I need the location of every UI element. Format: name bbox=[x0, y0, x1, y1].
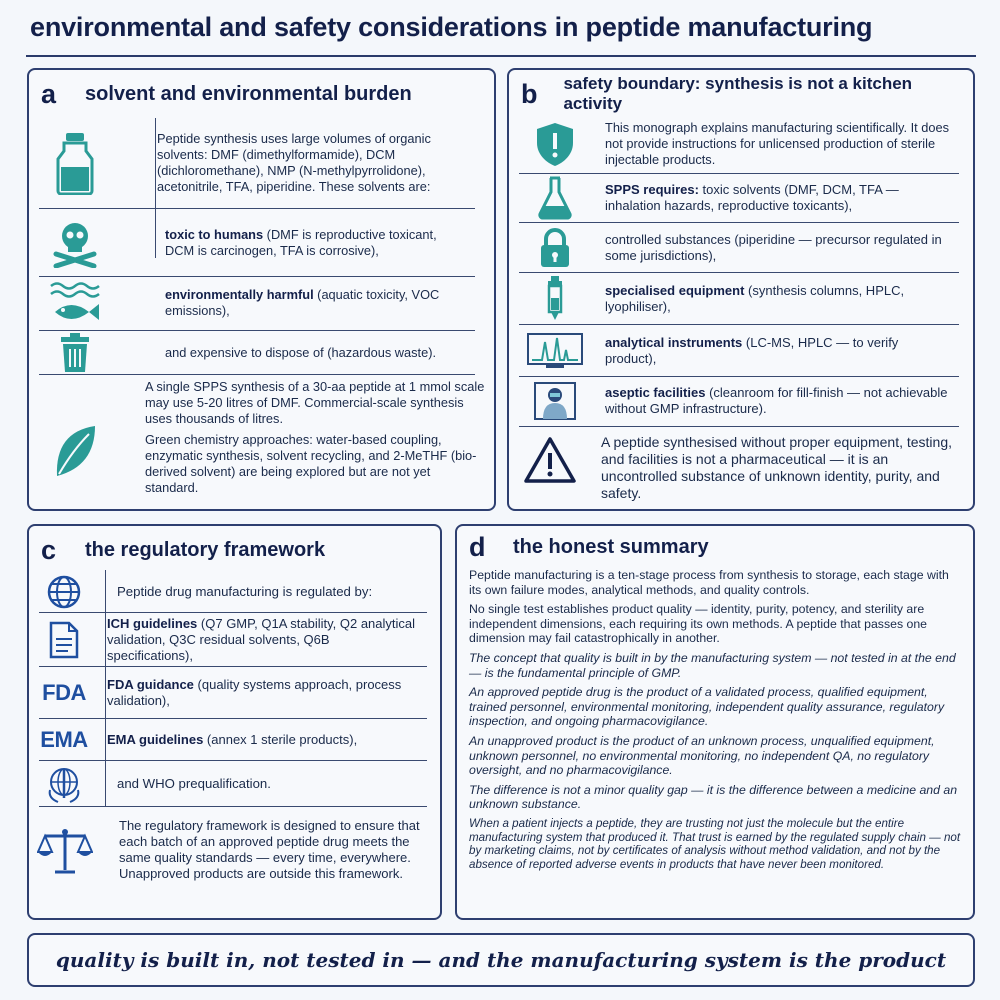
leaf-icon bbox=[51, 422, 101, 485]
document-icon bbox=[29, 621, 99, 659]
warning-text: A peptide synthesised without proper equipment, testing, and facilities is not a pharmaceutical — it is an uncontrolled substance of unknown identity, purity, and safety. bbox=[601, 434, 952, 501]
cleanroom-operator-icon bbox=[509, 381, 601, 421]
ema-logo-text: EMA bbox=[40, 727, 88, 752]
chromatogram-icon bbox=[509, 332, 601, 370]
equipment-bold: specialised equipment bbox=[605, 283, 745, 298]
aseptic-bold: aseptic facilities bbox=[605, 385, 706, 400]
footer-banner bbox=[27, 933, 975, 987]
fda-text: (quality systems approach, process validation), bbox=[107, 677, 402, 708]
analytical-text: (LC-MS, HPLC — to verify product), bbox=[605, 335, 899, 366]
spps-requires-row bbox=[509, 174, 973, 222]
panel-a-title: solvent and environmental burden bbox=[85, 82, 412, 105]
scale-text: A single SPPS synthesis of a 30-aa peptide at 1 mmol scale may use 5-20 litres of DMF. Commercial-scale synthesis uses thousands of litres. bbox=[145, 379, 485, 426]
fish-water-icon bbox=[29, 280, 121, 326]
panel-a-letter: a bbox=[41, 78, 57, 109]
panel-safety-boundary bbox=[507, 68, 975, 511]
monograph-note-row bbox=[509, 116, 973, 172]
regulated-by-text: Peptide drug manufacturing is regulated by: bbox=[117, 584, 373, 599]
toxic-row bbox=[29, 210, 494, 276]
aseptic-text: (cleanroom for fill-finish — not achievable without GMP infrastructure). bbox=[605, 385, 948, 416]
controlled-substances-text: controlled substances (piperidine — precursor regulated in some jurisdictions), bbox=[605, 232, 942, 263]
who-row bbox=[29, 762, 440, 806]
toxic-text: (DMF is reproductive toxicant, DCM is carcinogen, TFA is corrosive), bbox=[165, 227, 437, 258]
ema-row bbox=[29, 720, 440, 760]
environment-text: (aquatic toxicity, VOC emissions), bbox=[165, 287, 440, 318]
disposal-text: and expensive to dispose of (hazardous waste). bbox=[165, 345, 437, 360]
skull-crossbones-icon bbox=[29, 218, 121, 268]
summary-paragraph-3: The concept that quality is built in by the manufacturing system — not tested in at the end — is the fundamental principle of GMP. bbox=[469, 650, 956, 680]
shield-alert-icon bbox=[509, 121, 601, 167]
flask-icon bbox=[509, 176, 601, 220]
analytical-bold: analytical instruments bbox=[605, 335, 743, 350]
trash-bin-icon bbox=[29, 333, 121, 373]
equipment-text: (synthesis columns, HPLC, lyophiliser), bbox=[605, 283, 905, 314]
panel-b-letter: b bbox=[521, 78, 538, 109]
analytical-row bbox=[509, 326, 973, 376]
summary-paragraph-1: Peptide manufacturing is a ten-stage process from synthesis to storage, each stage with its own failure modes, analytical methods, and quality controls. bbox=[469, 568, 949, 597]
bottle-icon bbox=[29, 131, 121, 195]
aseptic-row bbox=[509, 378, 973, 424]
ema-logo bbox=[29, 727, 99, 753]
regulatory-closing-text: The regulatory framework is designed to ensure that each batch of an approved peptide drug meets the same quality standards — every time, everywhere. Unapproved products are outside this framework. bbox=[119, 818, 420, 881]
ema-text: (annex 1 sterile products), bbox=[203, 732, 358, 747]
panel-solvent-burden bbox=[27, 68, 496, 511]
padlock-icon bbox=[509, 227, 601, 269]
panel-b-title: safety boundary: synthesis is not a kitchen activity bbox=[563, 74, 913, 113]
regulated-by-row bbox=[29, 572, 440, 612]
ema-bold: EMA guidelines bbox=[107, 732, 204, 747]
summary-paragraph-7: When a patient injects a peptide, they are trusting not just the molecule but the entire manufacturing system that produced it. That trust is earned by the regulated supply chain — not by marketing claims, not by certificates of analysis without method validation, and not by the absence of reported adverse events in products that have never been monitored. bbox=[469, 816, 961, 871]
who-emblem-icon bbox=[29, 764, 99, 804]
environment-row bbox=[29, 278, 494, 328]
spps-requires-bold: SPPS requires: bbox=[605, 182, 699, 197]
warning-triangle-icon bbox=[523, 436, 583, 489]
summary-paragraph-2: No single test establishes product quality — identity, purity, potency, and sterility are independent dimensions, each requiring its own methods. A peptide that passes one dimension may fail catastrophically in another. bbox=[469, 602, 928, 646]
fda-row bbox=[29, 668, 440, 718]
monograph-note-text: This monograph explains manufacturing scientifically. It does not provide instructions for unlicensed production of sterile injectable products. bbox=[605, 120, 950, 167]
panel-regulatory-framework bbox=[27, 524, 442, 920]
disposal-row bbox=[29, 332, 494, 374]
toxic-bold: toxic to humans bbox=[165, 227, 264, 242]
controlled-substances-row bbox=[509, 224, 973, 272]
who-text: and WHO prequalification. bbox=[117, 776, 271, 791]
panel-c-title: the regulatory framework bbox=[85, 538, 326, 561]
ich-text: (Q7 GMP, Q1A stability, Q2 analytical validation, Q3C residual solvents, Q6B specifications), bbox=[107, 616, 416, 663]
panel-honest-summary bbox=[455, 524, 975, 920]
globe-icon bbox=[29, 574, 99, 610]
equipment-row bbox=[509, 274, 973, 324]
solvent-list-row bbox=[29, 118, 494, 208]
solvent-list-text: Peptide synthesis uses large volumes of organic solvents: DMF (dimethylformamide), DCM (dichloromethane), NMP (N-methylpyrrolidone), acetonitrile, TFA, piperidine. These solvents are: bbox=[157, 131, 431, 194]
ich-bold: ICH guidelines bbox=[107, 616, 198, 631]
page-title: environmental and safety considerations in peptide manufacturing bbox=[30, 12, 873, 42]
footer-text: quality is built in, not tested in — and the manufacturing system is the product bbox=[55, 948, 947, 972]
summary-paragraph-6: The difference is not a minor quality gap — it is the difference between a medicine and an unknown substance. bbox=[469, 782, 958, 812]
title-divider bbox=[26, 55, 976, 57]
column-icon bbox=[509, 276, 601, 322]
fda-logo bbox=[29, 680, 99, 706]
summary-paragraph-4: An approved peptide drug is the product of a validated process, qualified equipment, trained personnel, environmental monitoring, independent quality assurance, regulatory inspection, and ongoing pharmacovigilance. bbox=[469, 685, 945, 729]
fda-bold: FDA guidance bbox=[107, 677, 194, 692]
ich-row bbox=[29, 614, 440, 666]
summary-paragraph-5: An unapproved product is the product of an unknown process, unqualified equipment, unknown personnel, no environmental monitoring, no independent QA, no regulatory oversight, and no pharmacovigilance. bbox=[469, 733, 935, 778]
panel-d-title: the honest summary bbox=[513, 535, 709, 558]
panel-d-letter: d bbox=[469, 531, 486, 562]
scales-of-justice-icon bbox=[37, 826, 97, 881]
spps-requires-text: toxic solvents (DMF, DCM, TFA — inhalation hazards, reproductive toxicants), bbox=[605, 182, 899, 213]
fda-logo-text: FDA bbox=[42, 680, 86, 705]
panel-c-letter: c bbox=[41, 534, 57, 565]
environment-bold: environmentally harmful bbox=[165, 287, 314, 302]
green-chemistry-text: Green chemistry approaches: water-based coupling, enzymatic synthesis, solvent recycling, and 2-MeTHF (bio-derived solvent) are being explored but are not yet standard. bbox=[145, 432, 477, 495]
